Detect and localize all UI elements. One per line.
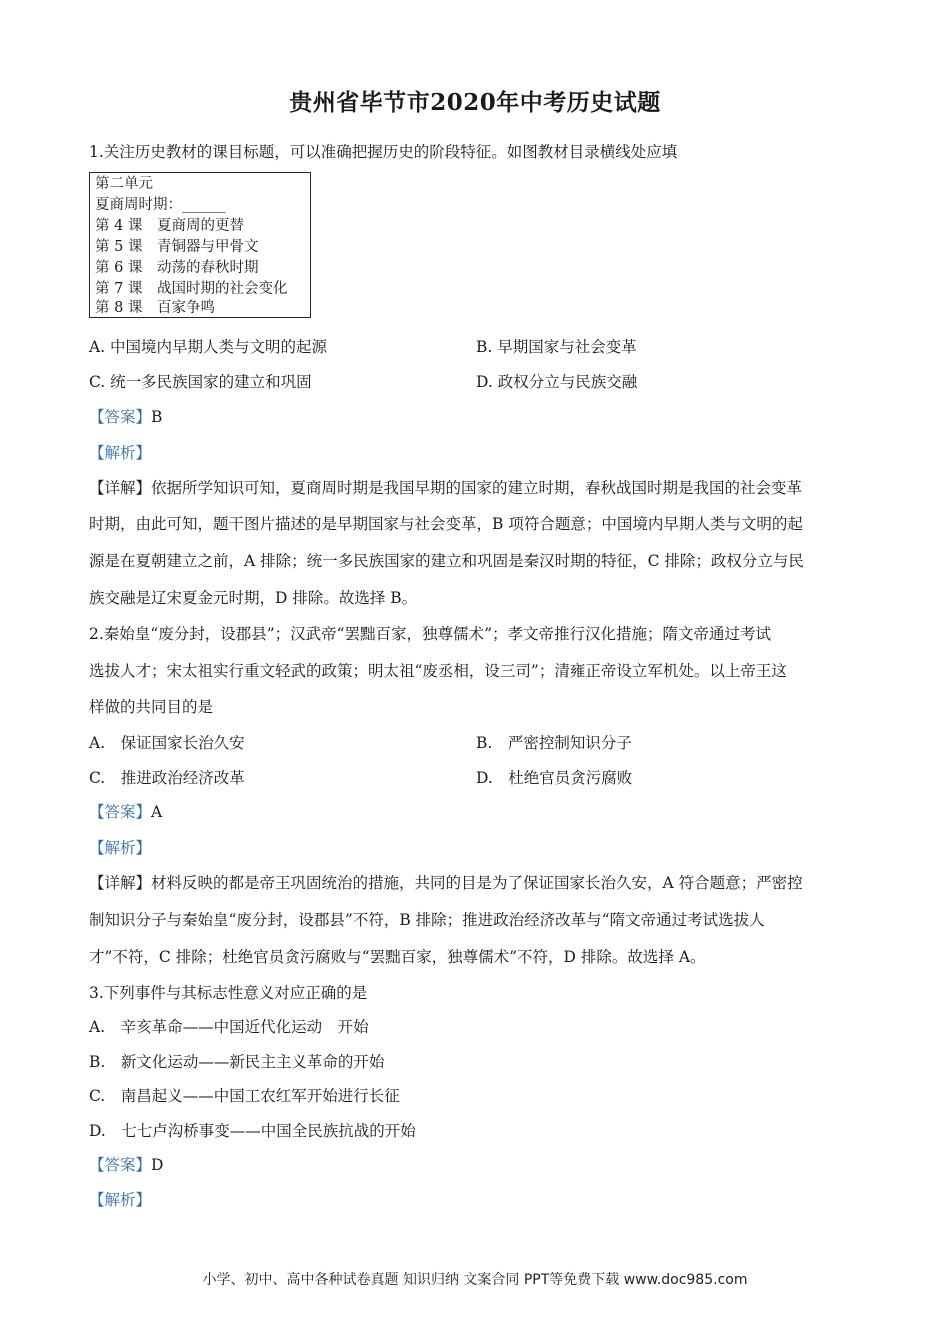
q2-detail-line [89,873,803,893]
detail-tag: 【详解】 [89,874,152,892]
q3-stem: 3.下列事件与其标志性意义对应正确的是 [89,984,368,1002]
q1-option-d: D. 政权分立与民族交融 [476,373,638,391]
q2-stem-line: 样做的共同目的是 [89,698,214,716]
q2-option-d: D. 杜绝官员贪污腐败 [476,769,633,787]
answer-tag: 【答案】 [89,408,152,426]
page-footer: 小学、初中、高中各种试卷真题 知识归纳 文案合同 PPT等免费下载 www.doc985.com [202,1272,748,1288]
q2-analysis-tag: 【解析】 [89,839,152,857]
answer-tag: 【答案】 [89,803,152,821]
q2-option-b: B. 严密控制知识分子 [476,734,632,752]
q2-stem-line: 2.秦始皇“废分封，设郡县”；汉武帝“罢黜百家，独尊儒术”；孝文帝推行汉化措施；隋文帝通过考试 [89,625,771,643]
q2-detail-line: 才”不符，C 排除；杜绝官员贪污腐败与“罢黜百家，独尊儒术”不符，D 排除。故选择 A。 [89,948,706,966]
box-line: 第 6 课 动荡的春秋时期 [95,260,259,276]
q1-answer [89,407,162,427]
detail-text: 依据所学知识可知，夏商周时期是我国早期的国家的建立时期，春秋战国时期是我国的社会变革 [151,479,803,497]
textbook-contents-box [89,172,311,318]
answer-tag: 【答案】 [89,1156,152,1174]
q2-option-a: A. 保证国家长治久安 [89,734,245,752]
q1-option-c: C. 统一多民族国家的建立和巩固 [89,373,312,391]
q1-detail-line: 源是在夏朝建立之前，A 排除；统一多民族国家的建立和巩固是秦汉时期的特征，C 排除；政权分立与民 [89,552,804,570]
answer-value: D [151,1156,164,1174]
q1-stem: 1.关注历史教材的课目标题，可以准确把握历史的阶段特征。如图教材目录横线处应填 [89,143,678,161]
q1-option-a: A. 中国境内早期人类与文明的起源 [89,338,328,356]
q1-detail-line: 族交融是辽宋夏金元时期，D 排除。故选择 B。 [89,589,418,607]
q2-detail-line: 制知识分子与秦始皇“废分封，设郡县”不符，B 排除；推进政治经济改革与“隋文帝通过考试选拔人 [89,911,765,929]
q1-analysis-tag: 【解析】 [89,444,152,462]
q3-option-b: B. 新文化运动——新民主主义革命的开始 [89,1053,385,1071]
answer-value: A [151,803,163,821]
q3-option-d: D. 七七卢沟桥事变——中国全民族抗战的开始 [89,1122,416,1140]
q1-option-b: B. 早期国家与社会变革 [476,338,637,356]
detail-tag: 【详解】 [89,479,152,497]
box-line: 夏商周时期：______ [95,197,226,213]
box-line: 第 7 课 战国时期的社会变化 [95,281,288,297]
q2-answer [89,802,162,822]
box-line: 第 5 课 青铜器与甲骨文 [95,239,259,255]
box-line: 第二单元 [95,176,153,192]
q1-detail-line [89,478,802,498]
q3-analysis-tag: 【解析】 [89,1191,152,1209]
q2-option-c: C. 推进政治经济改革 [89,769,245,787]
page-title: 贵州省毕节市2020年中考历史试题 [289,89,661,116]
q3-answer [89,1155,163,1175]
q3-option-a: A. 辛亥革命——中国近代化运动 开始 [89,1018,369,1036]
box-line: 第 4 课 夏商周的更替 [95,218,244,234]
q1-detail-line: 时期，由此可知，题干图片描述的是早期国家与社会变革，B 项符合题意；中国境内早期人类与文明的起 [89,515,803,533]
detail-text: 材料反映的都是帝王巩固统治的措施，共同的目是为了保证国家长治久安，A 符合题意；严密控 [151,874,803,892]
q3-option-c: C. 南昌起义——中国工农红军开始进行长征 [89,1087,400,1105]
q2-stem-line: 选拔人才；宋太祖实行重文轻武的政策；明太祖“废丞相，设三司”；清雍正帝设立军机处。以上帝王这 [89,662,787,680]
answer-value: B [151,408,163,426]
box-line: 第 8 课 百家争鸣 [95,300,215,316]
